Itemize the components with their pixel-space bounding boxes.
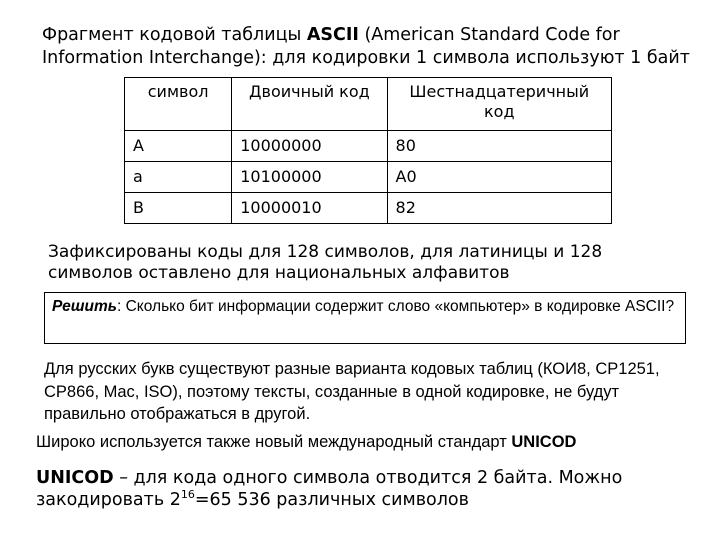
- cell-symbol: A: [125, 131, 232, 162]
- header-hex: Шестнадцатеричный код: [387, 78, 611, 131]
- unicode-text-b: =65 536 различных символов: [194, 490, 469, 510]
- table-row: [125, 131, 612, 162]
- cell-hex: 80: [387, 131, 611, 162]
- table-row: [125, 193, 612, 224]
- unicode-line1-text: Широко используется также новый международный стандарт: [36, 433, 512, 451]
- intro-text-end: (American Standard Code for Information Interchange): для кодировки 1 символа используют 1 байт: [42, 25, 690, 68]
- unicode-text-a: – для кода одного символа отводится 2 байта. Можно закодировать 2: [36, 468, 623, 510]
- ascii-code-table: [124, 77, 612, 224]
- unicode-standard-line: [36, 431, 696, 453]
- russian-encodings-paragraph: Для русских букв существуют разные варианта кодовых таблиц (КОИ8, CP1251, CP866, Mac, ISO), поэтому тексты, созданные в одной кодировке, не будут правильно отображаться в другой.: [44, 360, 660, 423]
- cell-symbol: B: [125, 193, 232, 224]
- cell-binary: 10100000: [232, 162, 387, 193]
- intro-paragraph: [42, 24, 702, 70]
- table-header-row: [125, 78, 612, 131]
- fixed-codes-paragraph: Зафиксированы коды для 128 символов, для латиницы и 128 символов оставлено для национальных алфавитов: [48, 242, 603, 283]
- task-text: : Сколько бит информации содержит слово «компьютер» в кодировке ASCII?: [117, 298, 675, 315]
- header-symbol: символ: [125, 78, 232, 131]
- intro-text-start: Фрагмент кодовой таблицы: [42, 25, 307, 45]
- unicode-term: UNICOD: [511, 433, 577, 451]
- task-box: [44, 292, 686, 344]
- unicode-term: UNICOD: [36, 468, 114, 488]
- exponent: 16: [180, 488, 195, 502]
- task-label: Решить: [52, 298, 117, 315]
- ascii-term: ASCII: [306, 25, 359, 45]
- cell-hex: 82: [387, 193, 611, 224]
- cell-hex: A0: [387, 162, 611, 193]
- cell-binary: 10000000: [232, 131, 387, 162]
- cell-symbol: a: [125, 162, 232, 193]
- table-row: [125, 162, 612, 193]
- unicode-description: [36, 467, 696, 511]
- header-binary: Двоичный код: [232, 78, 387, 131]
- cell-binary: 10000010: [232, 193, 387, 224]
